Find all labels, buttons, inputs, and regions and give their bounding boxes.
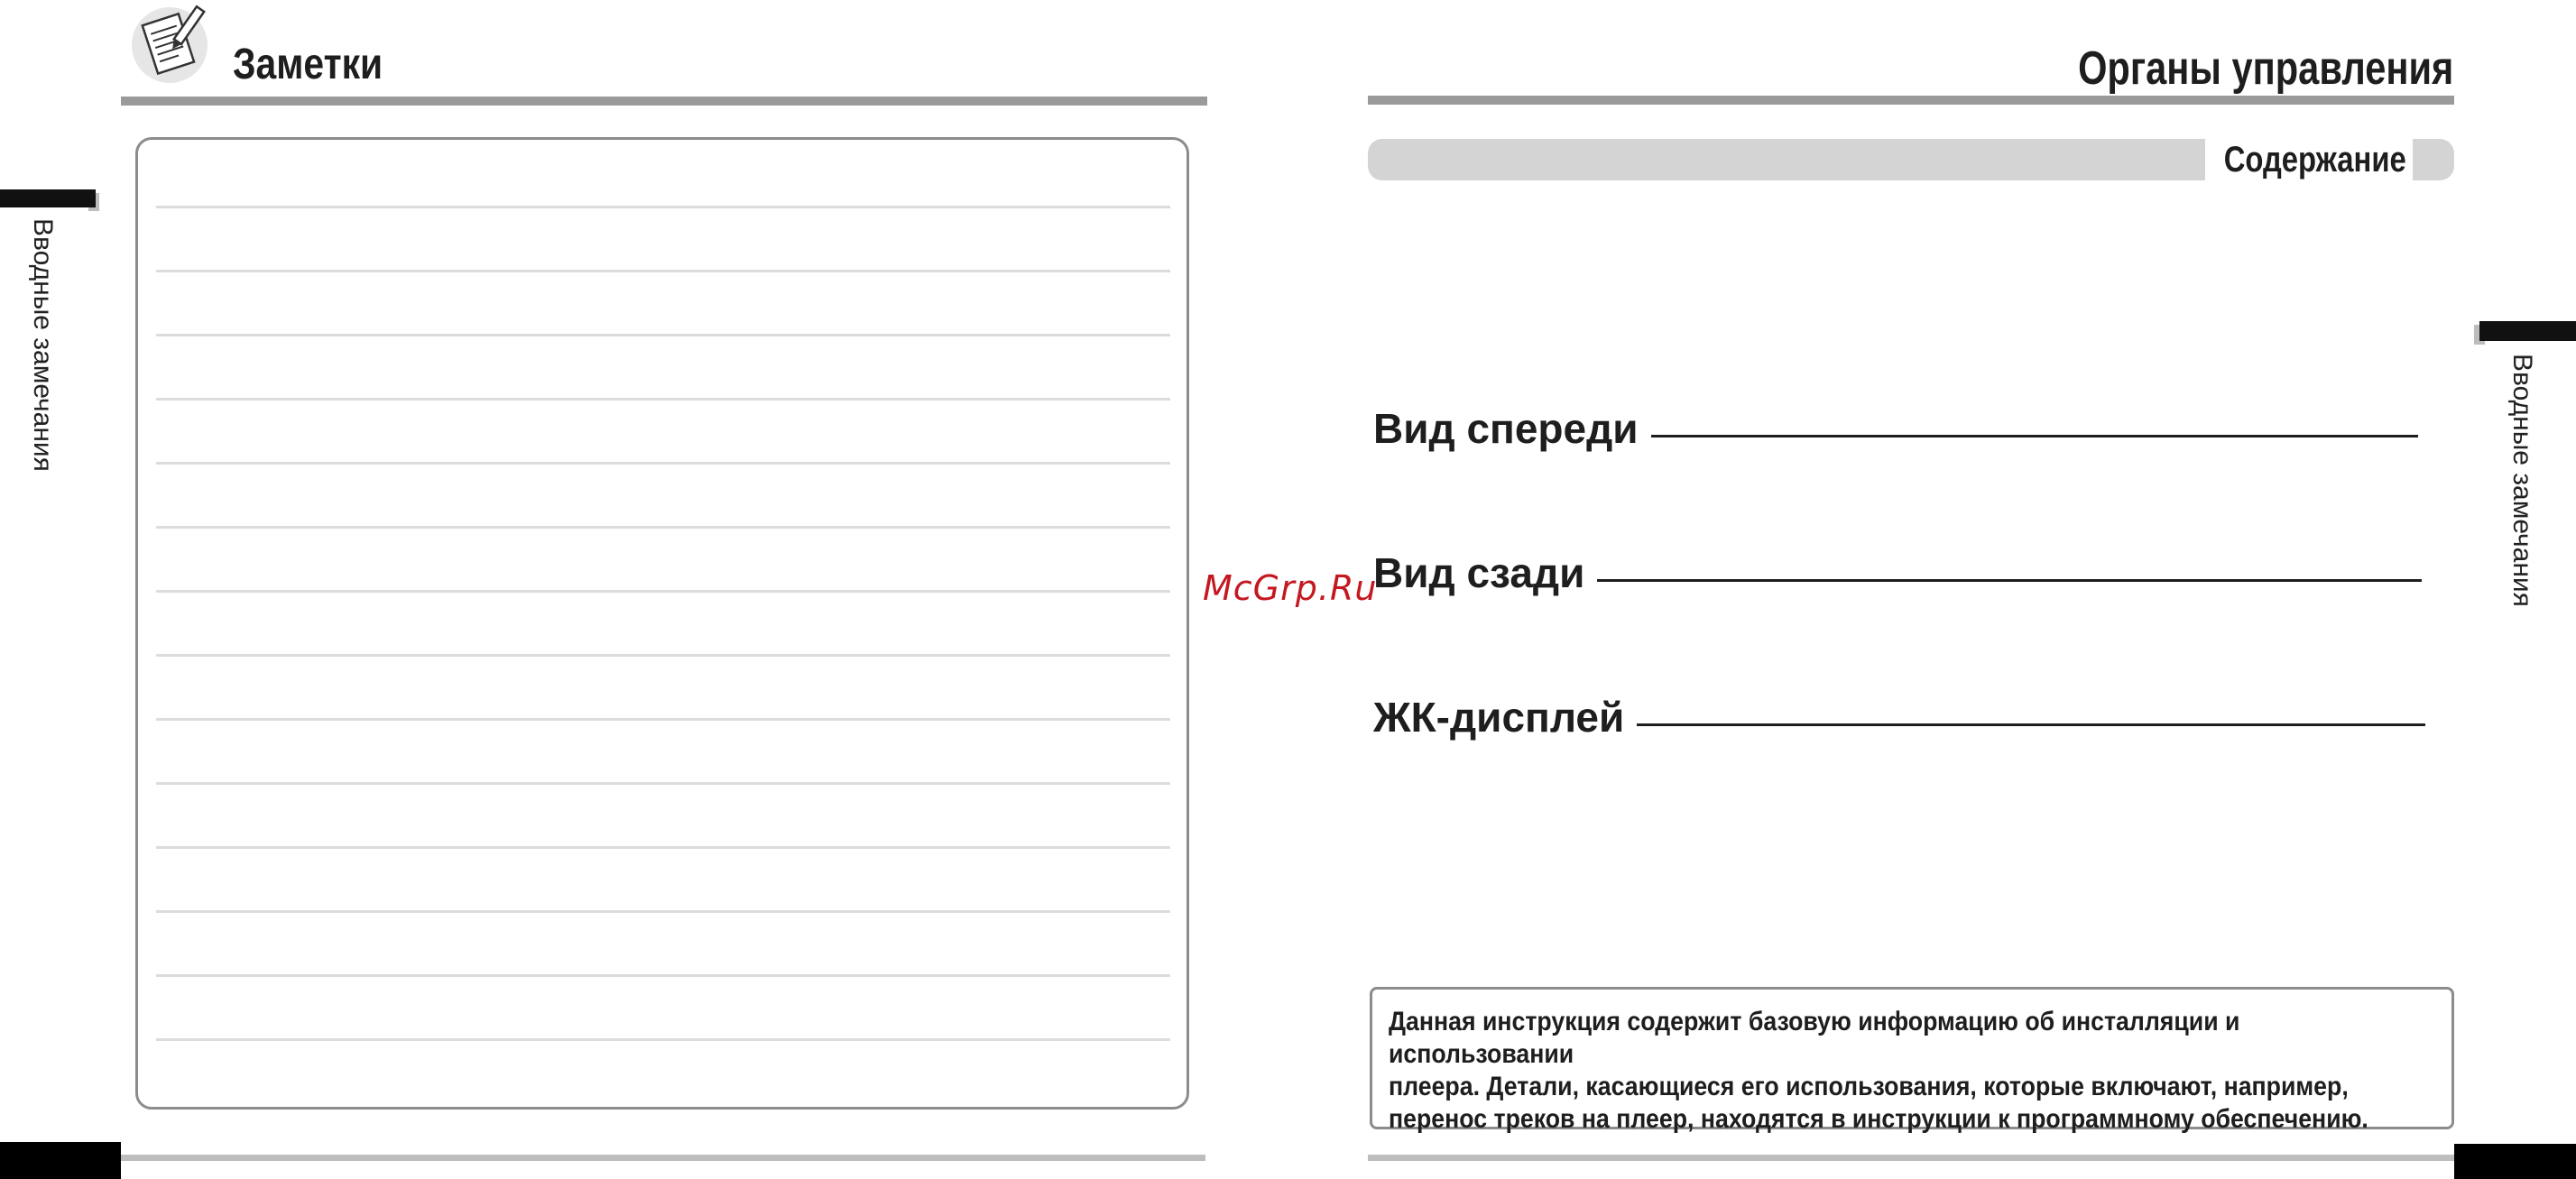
ruled-line bbox=[156, 526, 1170, 529]
contents-heading: Содержание bbox=[2223, 140, 2406, 180]
page-corner-block bbox=[0, 1142, 121, 1179]
info-line: плеера. Детали, касающиеся его использования, которые включают, например, bbox=[1389, 1072, 2349, 1101]
toc-label: Вид сзади bbox=[1373, 549, 1585, 596]
ruled-line bbox=[156, 654, 1170, 657]
toc-entry[interactable] bbox=[1373, 690, 2425, 744]
side-tab-marker bbox=[0, 189, 96, 207]
side-tab-label: Вводные замечания bbox=[28, 218, 58, 472]
header-rule bbox=[121, 97, 1207, 106]
side-tab-label: Вводные замечания bbox=[2507, 354, 2537, 607]
toc-label: ЖК-дисплей bbox=[1373, 694, 1625, 741]
page-title-controls: Органы управления bbox=[2077, 42, 2453, 95]
ruled-line bbox=[156, 590, 1170, 593]
side-tab-marker bbox=[2479, 321, 2576, 341]
ruled-line bbox=[156, 718, 1170, 721]
info-text bbox=[1389, 1006, 2424, 1136]
info-line: перенос треков на плеер, находятся в инструкции к программному обеспечению. bbox=[1389, 1104, 2368, 1134]
ruled-line bbox=[156, 270, 1170, 272]
page-title-notes: Заметки bbox=[233, 41, 383, 88]
watermark: McGrp.Ru bbox=[1203, 568, 1378, 608]
ruled-line bbox=[156, 910, 1170, 913]
ruled-line bbox=[156, 846, 1170, 849]
info-box bbox=[1370, 987, 2454, 1134]
toc-entry[interactable] bbox=[1373, 546, 2422, 600]
toc-leader-line bbox=[1651, 435, 2418, 438]
footer-rule bbox=[121, 1155, 1205, 1161]
ruled-line bbox=[156, 334, 1170, 336]
ruled-line bbox=[156, 462, 1170, 465]
toc-label: Вид спереди bbox=[1373, 405, 1639, 452]
page-corner-block bbox=[2454, 1144, 2576, 1179]
toc-leader-line bbox=[1637, 723, 2425, 726]
ruled-line bbox=[156, 206, 1170, 208]
notes-area bbox=[135, 137, 1189, 1110]
ruled-line bbox=[156, 782, 1170, 785]
toc-entry[interactable] bbox=[1373, 401, 2418, 456]
header-rule bbox=[1368, 96, 2454, 105]
toc-leader-line bbox=[1597, 579, 2422, 582]
ruled-line bbox=[156, 974, 1170, 977]
footer-rule bbox=[1368, 1155, 2454, 1161]
notepad-pen-icon bbox=[128, 2, 215, 85]
ruled-line bbox=[156, 398, 1170, 401]
info-line: Данная инструкция содержит базовую информацию об инсталляции и использовании bbox=[1389, 1007, 2240, 1069]
ruled-line bbox=[156, 1038, 1170, 1041]
